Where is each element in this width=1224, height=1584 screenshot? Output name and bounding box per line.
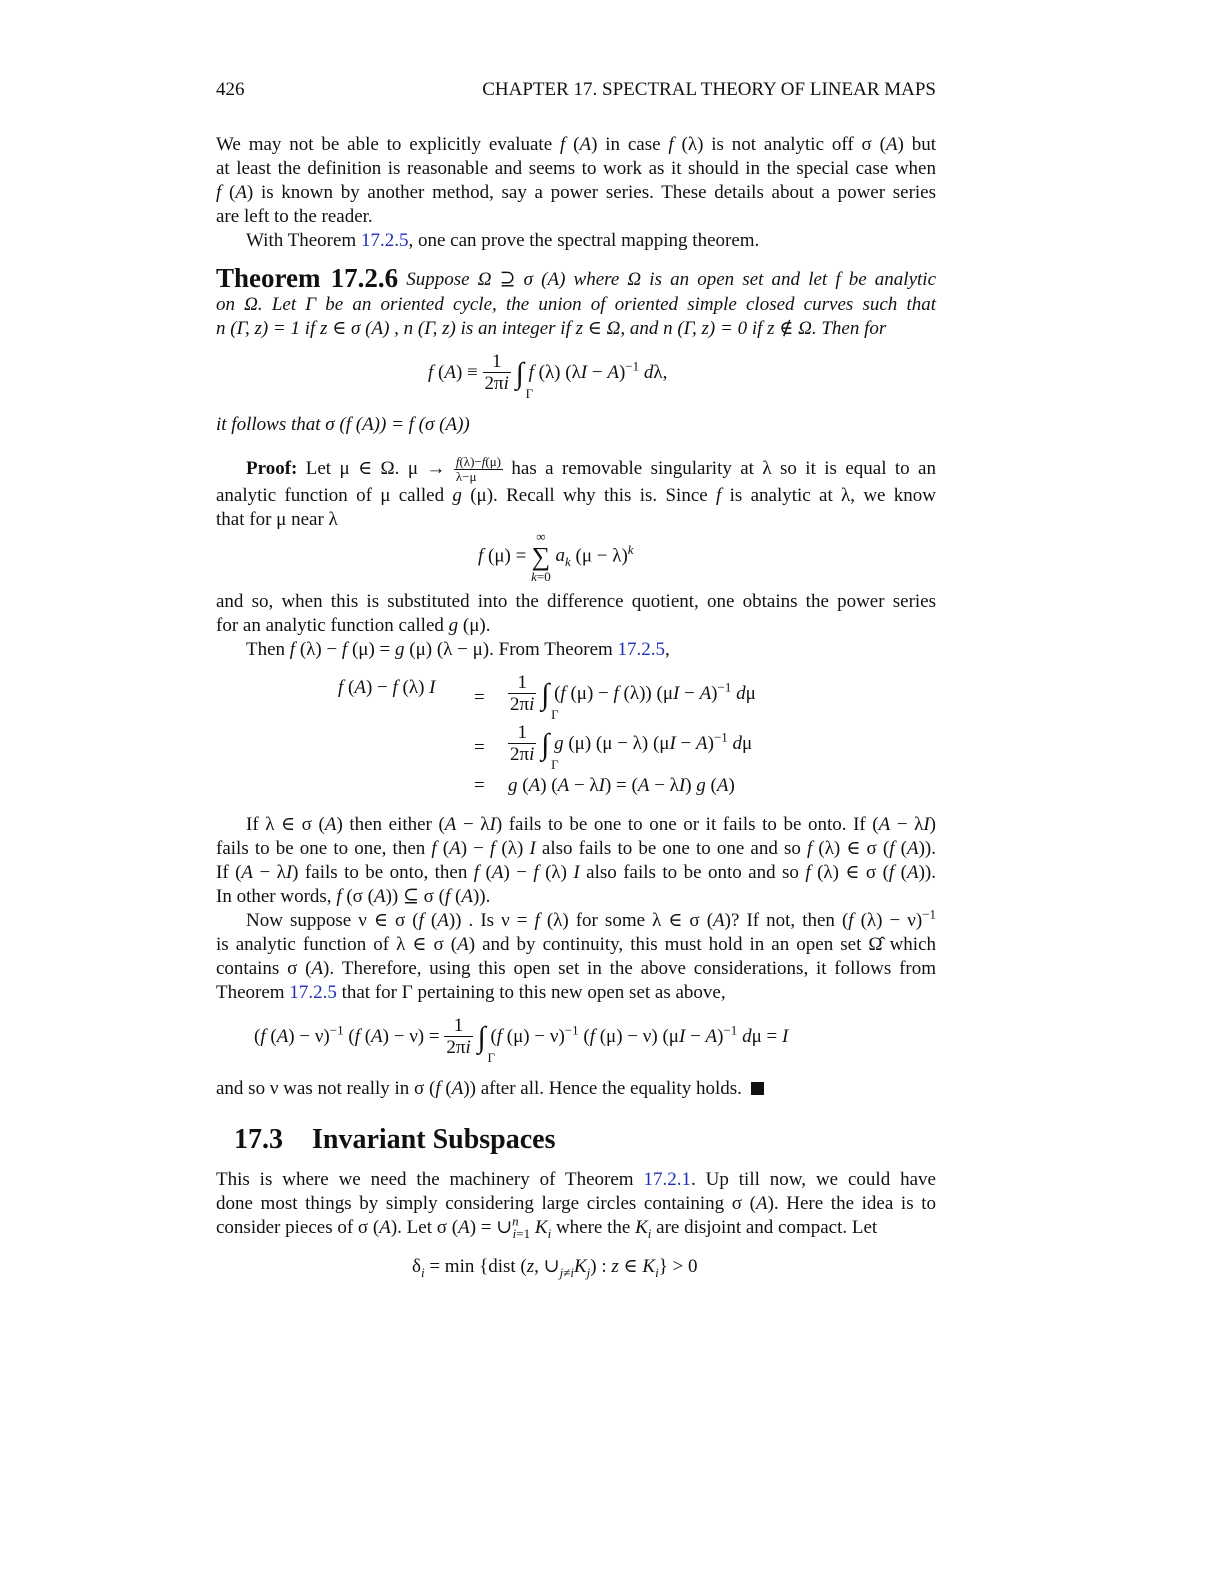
display-equation: $\delta_i = \min$ {dist (z, $\cup_{j\ne i}K_j$) : z ∈ $K_i\} > 0$ xyxy=(412,1256,698,1280)
text-line: and so, when this is substituted into the difference quotient, one obtains the power series xyxy=(216,591,936,612)
text-line: Theorem 17.2.5 that for Γ pertaining to this new open set as above, xyxy=(216,982,726,1003)
text-line: consider pieces of σ (A). Let σ (A) = ∪$^n_{i=1}$ $K_i$ where the $K_i$ are disjoint and compact. Let xyxy=(216,1213,878,1241)
proof-label: Proof: xyxy=(246,457,298,479)
theorem-link[interactable]: 17.2.5 xyxy=(360,230,409,251)
text-line: In other words, f (σ (A)) ⊆ σ (f (A)). xyxy=(216,886,491,907)
running-title: CHAPTER 17. SPECTRAL THEORY OF LINEAR MAPS xyxy=(482,79,936,100)
proof-line: Proof: Let μ ∈ Ω. μ → $\frac{f(\lambda)-f(\mu)}{\lambda-\mu}$ has a removable singularity at λ so it is equal to an xyxy=(246,454,936,484)
display-equation: (f (A) − ν)$^{-1}$ (f (A) − ν) = $\frac{1}{2\pi i}$ ∫ Γ (f (μ) − ν)$^{-1}$ (f (μ) − ν) $(\mu I - A)^{-1}$ dμ = I xyxy=(254,1015,789,1065)
theorem-label: Theorem 17.2.6 xyxy=(216,263,399,293)
text-line: We may not be able to explicitly evaluate f (A) in case f (λ) is not analytic off σ (A) but xyxy=(216,134,936,155)
display-equation: f (μ) = ∞ ∑ k=0 $a_k$ $(\mu - \lambda)^k$ xyxy=(478,529,634,584)
text-line: contains σ (A). Therefore, using this open set in the above considerations, it follows from xyxy=(216,958,937,979)
text-line: on Ω. Let Γ be an oriented cycle, the union of oriented simple closed curves such that xyxy=(216,294,936,315)
aligned-equation-line: g (A) (A − λI) = (A − λI) g (A) xyxy=(508,775,735,796)
qed-square-icon xyxy=(751,1082,764,1095)
text-line: With Theorem 17.2.5, one can prove the spectral mapping theorem. xyxy=(246,230,760,251)
equals-sign: = xyxy=(474,737,485,758)
display-equation: f (A) ≡ $\frac{1}{2\pi i}$ ∫ Γ f (λ) $(\lambda I - A)^{-1}$ dλ, xyxy=(428,351,668,401)
text-line: fails to be one to one, then f (A) − f (λ) I also fails to be one to one and so f (λ) ∈ σ (f (A)). xyxy=(216,838,937,859)
text-line: Then f (λ) − f (μ) = g (μ) (λ − μ). From Theorem 17.2.5, xyxy=(246,639,670,660)
text-line: at least the definition is reasonable and seems to work as it should in the special case when xyxy=(216,158,936,179)
aligned-equation-line: $\frac{1}{2\pi i}$ ∫ Γ (f (μ) − f (λ)) $(\mu I - A)^{-1}$ dμ xyxy=(510,672,756,722)
text-line: Now suppose ν ∈ σ (f (A)) . Is ν = f (λ) for some λ ∈ σ (A)? If not, then (f (λ) − ν)$^{-1}$ xyxy=(246,906,937,931)
text-line: This is where we need the machinery of Theorem 17.2.1. Up till now, we could have xyxy=(216,1169,936,1190)
text-line: If λ ∈ σ (A) then either (A − λI) fails to be one to one or it fails to be onto. If (A − λI) xyxy=(246,814,936,835)
section-title: Invariant Subspaces xyxy=(312,1124,556,1155)
aligned-equation-line: $\frac{1}{2\pi i}$ ∫ Γ g (μ) (μ − λ) $(\mu I - A)^{-1}$ dμ xyxy=(510,722,753,772)
equals-sign: = xyxy=(474,687,485,708)
text-line: f (A) is known by another method, say a power series. These details about a power series xyxy=(216,182,936,203)
section-heading xyxy=(234,1124,954,1156)
text-line: are left to the reader. xyxy=(216,206,373,227)
equals-sign: = xyxy=(474,775,485,796)
page-header xyxy=(216,78,936,102)
text-line: that for μ near λ xyxy=(216,509,338,530)
text-line: it follows that σ (f (A)) = f (σ (A)) xyxy=(216,414,470,435)
theorem-link[interactable]: 17.2.1 xyxy=(643,1169,691,1190)
text-line: n (Γ, z) = 1 if z ∈ σ (A) , n (Γ, z) is an integer if z ∈ Ω, and n (Γ, z) = 0 if z ∉ Ω. Then for xyxy=(216,318,887,339)
theorem-statement: Theorem 17.2.6 Suppose Ω ⊇ σ (A) where Ω is an open set and let f be analytic xyxy=(216,263,937,293)
text-line: analytic function of μ called g (μ). Recall why this is. Since f is analytic at λ, we know xyxy=(216,485,937,506)
text-line: and so ν was not really in σ (f (A)) after all. Hence the equality holds. xyxy=(216,1077,936,1101)
aligned-equation-line: f (A) − f (λ) I xyxy=(338,677,436,698)
theorem-link[interactable]: 17.2.5 xyxy=(289,982,337,1003)
section-number: 17.3 xyxy=(234,1124,283,1155)
text-line: is analytic function of λ ∈ σ (A) and by continuity, this must hold in an open set Ω̂ which xyxy=(216,934,936,955)
theorem-link[interactable]: 17.2.5 xyxy=(617,639,666,660)
page-number: 426 xyxy=(216,79,245,100)
text-line: If (A − λI) fails to be onto, then f (A) − f (λ) I also fails to be onto and so f (λ) ∈ σ (f (A)). xyxy=(216,862,936,883)
text-line: done most things by simply considering large circles containing σ (A). Here the idea is to xyxy=(216,1193,936,1214)
text-line: for an analytic function called g (μ). xyxy=(216,615,491,636)
